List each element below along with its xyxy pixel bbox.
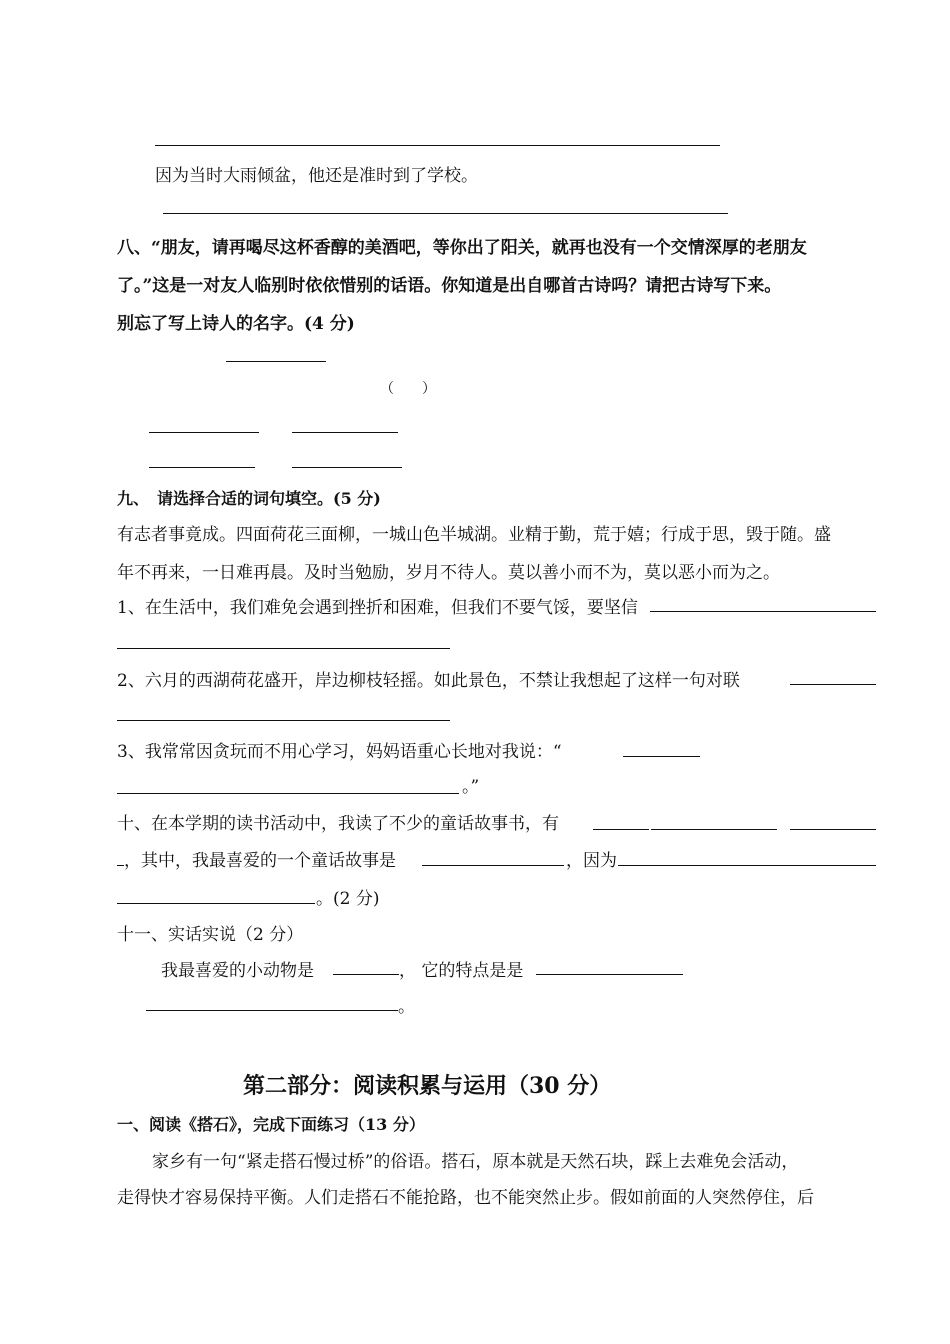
question-11-line-1b: ， 它的特点是是 [399, 961, 524, 981]
example-sentence: 因为当时大雨倾盆，他还是准时到了学校。 [155, 166, 478, 186]
poem-line-blank[interactable] [149, 467, 255, 468]
question-9-3-close-quote: 。” [462, 777, 480, 797]
question-9-1-text: 1、在生活中，我们难免会遇到挫折和困难，但我们不要气馁，要坚信 [117, 598, 638, 618]
part-2-title: 第二部分：阅读积累与运用（30 分） [243, 1073, 612, 1099]
q10-book-blank-4[interactable] [117, 865, 124, 866]
q10-reason-blank-cont[interactable] [117, 903, 315, 904]
poem-title-blank[interactable] [226, 361, 326, 362]
q11-feature-blank[interactable] [536, 974, 683, 975]
q9-1-blank-cont[interactable] [117, 648, 450, 649]
poem-line-blank[interactable] [149, 432, 259, 433]
question-9-2-text: 2、六月的西湖荷花盛开，岸边柳枝轻摇。如此景色，不禁让我想起了这样一句对联 [117, 671, 740, 691]
q10-favorite-blank[interactable] [422, 865, 564, 866]
q9-2-blank-cont[interactable] [117, 720, 450, 721]
poem-line-blank[interactable] [292, 467, 402, 468]
question-11-heading: 十一、实话实说（2 分） [117, 925, 304, 945]
poem-line-blank[interactable] [292, 432, 398, 433]
question-9-3-text: 3、我常常因贪玩而不用心学习，妈妈语重心长地对我说：“ [117, 742, 562, 762]
question-11-line-2: 。 [398, 997, 415, 1017]
word-bank-line-2: 年不再来，一日难再晨。及时当勉励，岁月不待人。莫以善小而不为，莫以恶小而为之。 [117, 563, 780, 583]
reading-paragraph-line-1: 家乡有一句“紧走搭石慢过桥”的俗语。搭石，原本就是天然石块，踩上去难免会活动， [152, 1152, 799, 1172]
q10-book-blank-1[interactable] [593, 829, 649, 830]
q10-reason-blank[interactable] [618, 865, 876, 866]
q11-feature-blank-cont[interactable] [146, 1010, 398, 1011]
q9-1-blank[interactable] [650, 611, 876, 612]
q10-book-blank-3[interactable] [790, 829, 876, 830]
poet-name-parens[interactable]: （ ） [380, 381, 436, 397]
question-11-line-1a: 我最喜爱的小动物是 [161, 961, 314, 981]
answer-blank-line[interactable] [163, 213, 728, 214]
q9-3-blank[interactable] [623, 756, 700, 757]
question-8-line-1: 八、“朋友，请再喝尽这杯香醇的美酒吧，等你出了阳关，就再也没有一个交情深厚的老朋友 [117, 238, 807, 258]
reading-heading: 一、阅读《搭石》，完成下面练习（13 分） [117, 1115, 425, 1134]
q9-2-blank[interactable] [790, 684, 876, 685]
word-bank-line-1: 有志者事竟成。四面荷花三面柳，一城山色半城湖。业精于勤，荒于嬉；行成于思，毁于随。盛 [117, 525, 831, 545]
reading-paragraph-line-2: 走得快才容易保持平衡。人们走搭石不能抢路，也不能突然止步。假如前面的人突然停住，后 [117, 1188, 814, 1208]
question-9-heading: 九、 请选择合适的词句填空。(5 分) [117, 489, 381, 508]
answer-blank-line[interactable] [155, 145, 720, 146]
q11-animal-blank[interactable] [333, 974, 399, 975]
question-8-line-3: 别忘了写上诗人的名字。(4 分) [117, 314, 355, 334]
question-10-line-2a: ，其中，我最喜爱的一个童话故事是 [124, 851, 396, 871]
question-10-line-2b: ，因为 [566, 851, 617, 871]
q10-book-blank-2[interactable] [651, 829, 777, 830]
question-10-line-1: 十、在本学期的读书活动中，我读了不少的童话故事书，有 [117, 814, 559, 834]
question-8-line-2: 了。”这是一对友人临别时依依惜别的话语。你知道是出自哪首古诗吗？请把古诗写下来。 [117, 276, 782, 296]
q9-3-blank-cont[interactable] [117, 793, 459, 794]
question-10-line-3: 。(2 分) [316, 889, 380, 909]
